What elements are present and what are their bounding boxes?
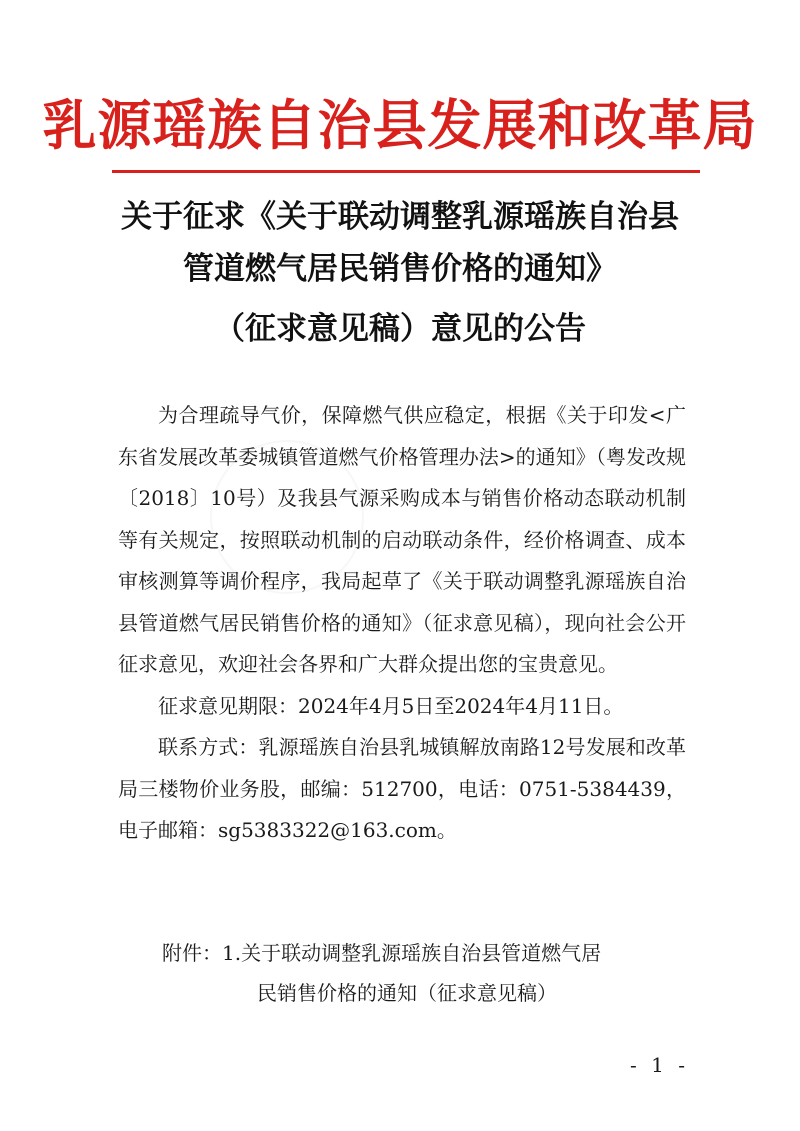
document-title-line-2: 管道燃气居民销售价格的通知》 xyxy=(183,251,617,287)
body-paragraph-main: 为合理疏导气价，保障燃气供应稳定，根据《关于印发<广东省发展改革委城镇管道燃气价格管理办法>的通知》（粤发改规〔2018〕10号）及我县气源采购成本与销售价格动态联动机制等有关规定，按照联动机制的启动联动条件，经价格调查、成本审核测算等调价程序，我局起草了《关于联动调整乳源瑶族自治县管道燃气居民销售价格的通知》（征求意见稿），现向社会公开征求意见，欢迎社会各界和广大群众提出您的宝贵意见。 xyxy=(118,403,686,676)
attachment-line-1: 附件：1.关于联动调整乳源瑶族自治县管道燃气居 xyxy=(162,941,602,965)
document-title-line-3: （征求意见稿）意见的公告 xyxy=(214,311,586,347)
comment-period: 征求意见期限：2024年4月5日至2024年4月11日。 xyxy=(158,693,624,718)
contact-info: 联系方式：乳源瑶族自治县乳城镇解放南路12号发展和改革局三楼物价业务股，邮编：512700，电话：0751-5384439，电子邮箱：sg5383322@163.com。 xyxy=(118,735,686,842)
document-title-line-1: 关于征求《关于联动调整乳源瑶族自治县 xyxy=(121,199,679,235)
attachment-note xyxy=(162,933,702,1013)
red-header-rule xyxy=(112,170,700,173)
agency-header: 乳源瑶族自治县发展和改革局 xyxy=(42,93,758,157)
attachment-line-2: 民销售价格的通知（征求意见稿） xyxy=(257,981,557,1005)
page-number: - 1 - xyxy=(630,1053,689,1077)
body-text xyxy=(118,395,686,852)
